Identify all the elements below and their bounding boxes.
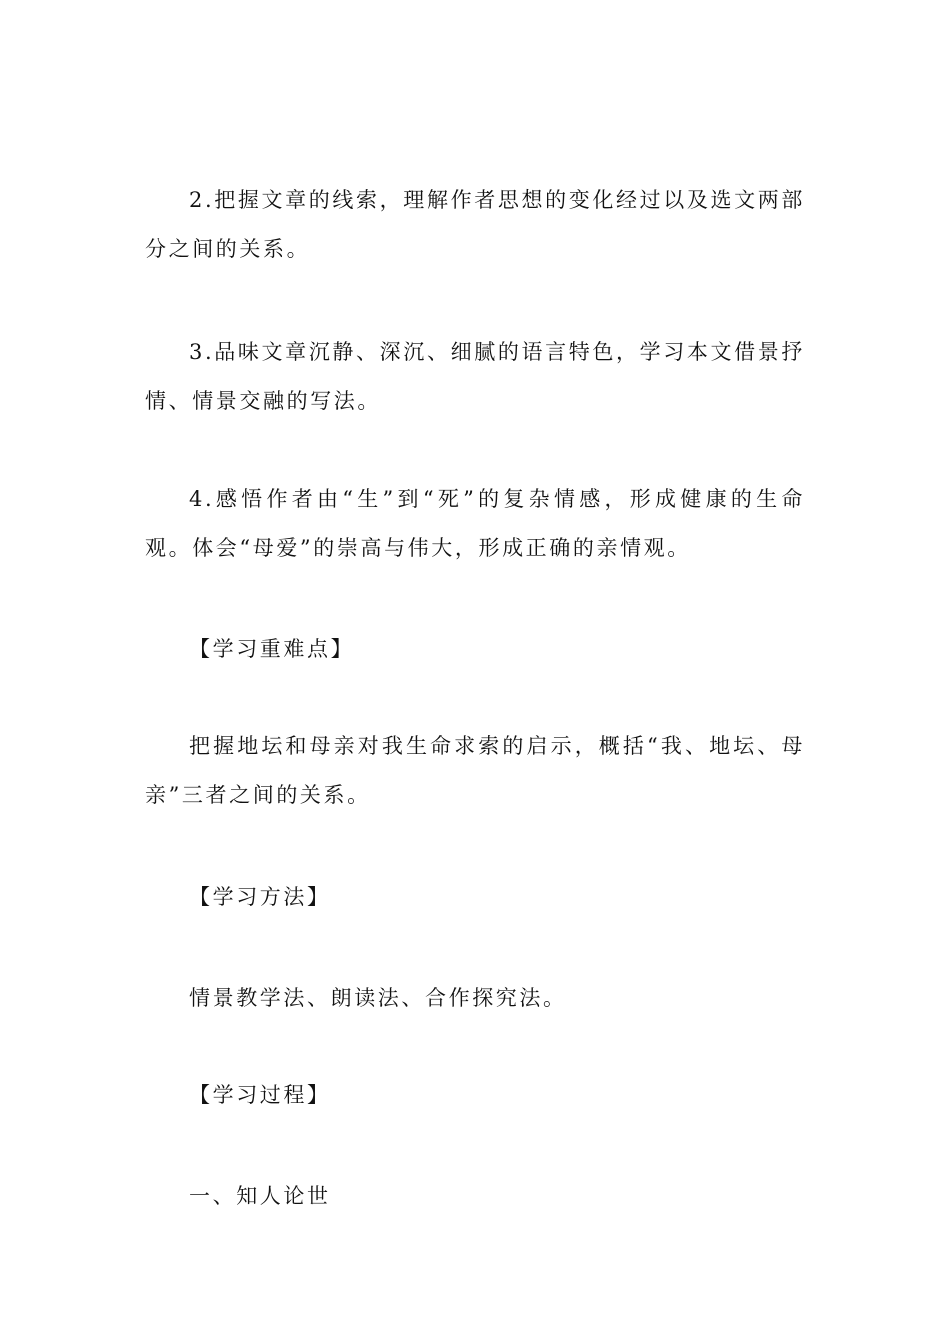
key-points-heading: 【学习重难点】 bbox=[189, 637, 355, 661]
objective-4-paragraph: 4.感悟作者由“生”到“死”的复杂情感，形成健康的生命观。体会“母爱”的崇高与伟大，形成正确的亲情观。 bbox=[145, 487, 805, 560]
section-one-heading: 一、知人论世 bbox=[189, 1184, 331, 1208]
methods-paragraph: 情景教学法、朗读法、合作探究法。 bbox=[189, 986, 567, 1010]
methods-heading: 【学习方法】 bbox=[189, 885, 331, 909]
key-points-paragraph: 把握地坛和母亲对我生命求索的启示，概括“我、地坛、母亲”三者之间的关系。 bbox=[145, 734, 805, 807]
process-heading: 【学习过程】 bbox=[189, 1083, 331, 1107]
objective-2-paragraph: 2.把握文章的线索，理解作者思想的变化经过以及选文两部分之间的关系。 bbox=[145, 188, 805, 261]
objective-3-paragraph: 3.品味文章沉静、深沉、细腻的语言特色，学习本文借景抒情、情景交融的写法。 bbox=[145, 340, 805, 413]
